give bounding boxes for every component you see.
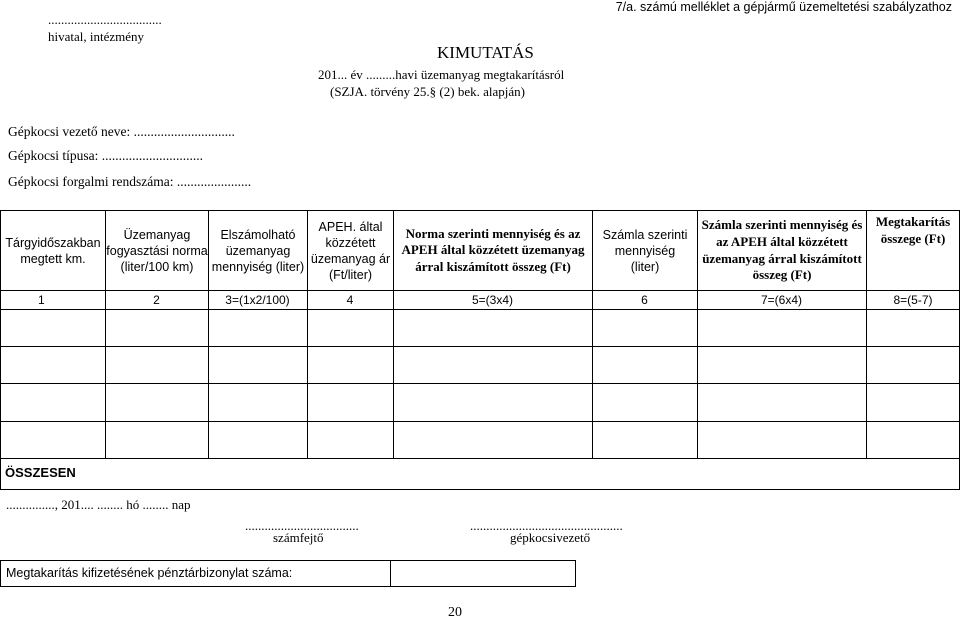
col-header-norm: Üzemanyag fogyasztási norma (liter/100 km) xyxy=(106,227,208,274)
title-line-1: 201... év .........havi üzemanyag megtakarításról xyxy=(318,67,565,82)
driver-label: gépkocsivezető xyxy=(510,530,591,545)
col-header-saving: Megtakarítás összege (Ft) xyxy=(875,214,951,246)
payment-receipt-label: Megtakarítás kifizetésének pénztárbizonylat száma: xyxy=(6,566,293,580)
col-number: 3=(1x2/100) xyxy=(225,292,290,307)
total-label: ÖSSZESEN xyxy=(5,465,76,480)
page-number: 20 xyxy=(448,605,462,620)
accountant-label: számfejtő xyxy=(273,530,324,545)
col-number: 7=(6x4) xyxy=(760,292,803,307)
col-number: 8=(5-7) xyxy=(893,292,933,307)
accountant-signature-dots: ................................... xyxy=(245,518,359,533)
col-header-norm-amount: Norma szerinti mennyiség és az APEH által közzétett üzemanyag árral kiszámított összeg (Ft) xyxy=(401,225,585,274)
title-line-2: (SZJA. törvény 25.§ (2) bek. alapján) xyxy=(330,84,525,99)
document-title: KIMUTATÁS xyxy=(437,43,534,62)
col-number: 6 xyxy=(641,292,648,307)
annex-note: 7/a. számú melléklet a gépjármű üzemeltetési szabályzathoz xyxy=(615,0,952,14)
driver-signature-dots: ............................................... xyxy=(470,518,623,533)
date-line: ..............., 201.... ........ hó ........ nap xyxy=(6,497,191,512)
col-number: 5=(3x4) xyxy=(471,292,514,307)
plate-number-field: Gépkocsi forgalmi rendszáma: ...................... xyxy=(8,174,252,189)
col-header-invoice-amount: Számla szerinti mennyiség és az APEH által közzétett üzemanyag árral kiszámított összeg (Ft) xyxy=(701,217,863,283)
col-header-km: Tárgyidőszakban megtett km. xyxy=(5,235,101,266)
institution-dots: ................................... xyxy=(48,12,162,27)
col-number: 1 xyxy=(38,292,45,307)
institution-label: hivatal, intézmény xyxy=(48,29,145,44)
car-type-field: Gépkocsi típusa: .............................. xyxy=(8,148,203,163)
col-number: 4 xyxy=(346,292,354,307)
driver-name-field: Gépkocsi vezető neve: .............................. xyxy=(8,124,235,139)
col-number: 2 xyxy=(153,292,160,307)
col-header-accountable-qty: Elszámolható üzemanyag mennyiség (liter) xyxy=(211,227,305,274)
col-header-apeh-price: APEH. által közzétett üzemanyag ár (Ft/liter) xyxy=(310,219,391,282)
col-header-invoice-qty: Számla szerinti mennyiség (liter) xyxy=(602,227,688,274)
